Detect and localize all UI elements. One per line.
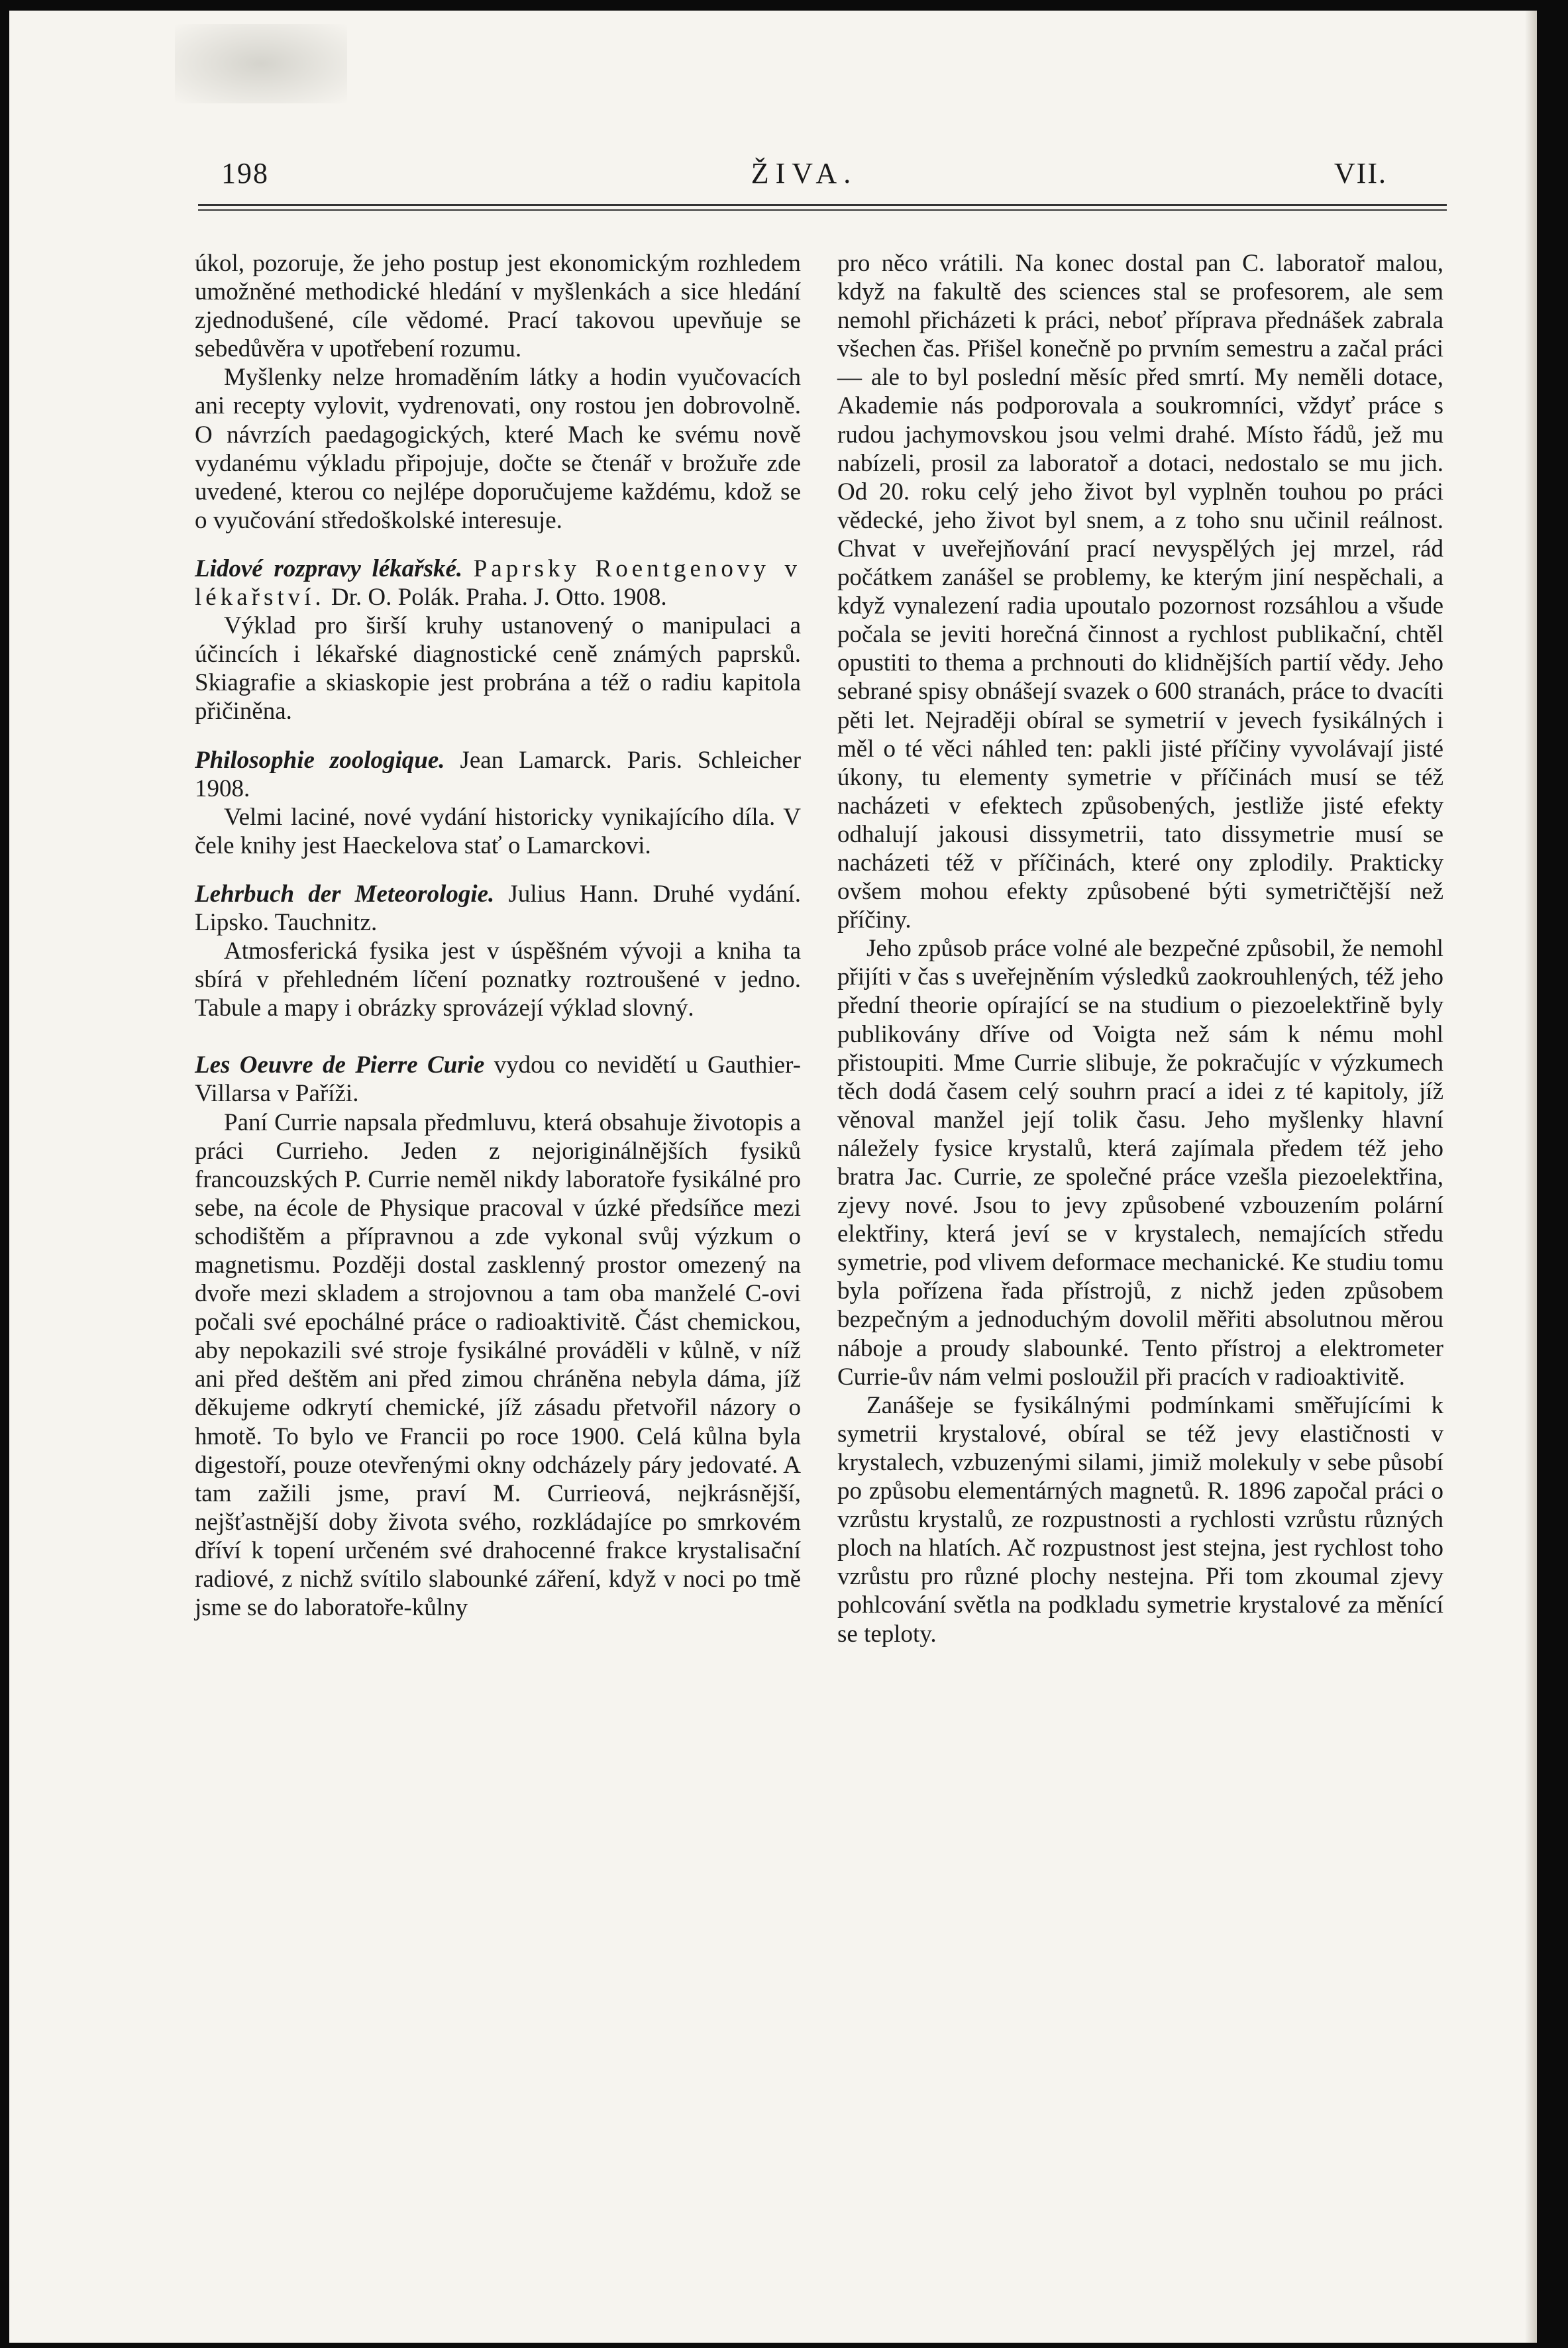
left-column [195,249,801,1622]
book-publisher: Druhé vydání. Lipsko. Tauchnitz. [195,880,802,936]
spacer [195,1022,801,1051]
paragraph: Výklad pro širší kruhy ustanovený o manipulaci a účincích i lékařské diagnostické ceně známých paprsků. Skiagrafie a skiaskopie jest probrána a též o radiu kapitola přičiněna. [195,612,801,725]
book-publisher: Paris. Schleicher 1908. [195,746,802,802]
review-entry [195,746,801,803]
volume-number: VII. [1333,157,1387,189]
review-entry [195,880,801,937]
paper-stain [175,24,347,103]
page-edge-shadow [1525,11,1537,2343]
spacer [195,535,801,555]
paragraph: Velmi laciné, nové vydání historicky vynikajícího díla. V čele knihy jest Haeckelova stať o Lamarckovi. [195,803,801,859]
book-title: Les Oeuvre de Pierre Curie [195,1051,485,1079]
right-column [837,249,1443,1648]
book-author: Jean Lamarck. [460,746,612,774]
paragraph: Jeho způsob práce volné ale bezpečné způsobil, že nemohl přijíti v čas s uveřejněním výsledků zaokrouhlených, též jeho přední theorie opírající se na studium o piezoelektřině byly publikovány dříve od Voigta než sám k nému mohl přistoupiti. Mme Currie slibuje, že pokračujíc v výzkumech těch dodá časem celý souhrn prací a idei z té kapitoly, jíž věnoval manžel její tolik času. Jeho myšlenky hlavní náležely fysice krystalů, která zajímala předem též jeho bratra Jac. Currie, ze společné práce vzešla piezoelektřina, zjevy nové. Jsou to jevy způsobené vzbouzením polární elektřiny, která jeví se v krystalech, nemajících středu symetrie, pod vlivem deformace mechanické. Ke studiu tomu byla pořízena řada přístrojů, z nichž jeden způsobem bezpečným a jednoduchým dovolil měřiti absolutnou měrou náboje a proudy slabounké. Tento přístroj a elektrometer Currie-ův nám velmi posloužil při pracích v radioaktivitě. [837,935,1443,1391]
journal-title: ŽIVA. [751,157,858,189]
page-number: 198 [221,157,269,189]
paragraph: úkol, pozoruje, že jeho postup jest ekonomickým rozhledem umožněné methodické hledání v myšlenkách a sice hledání zjednodušené, cíle vědomé. Prací takovou upevňuje se sebedůvěra v upotřebení rozumu. [195,250,801,363]
spacer [195,726,801,746]
spacer [195,860,801,880]
page [9,11,1537,2343]
book-publisher: Dr. O. Polák. Praha. J. Otto. 1908. [331,584,667,612]
book-author: Julius Hann. [508,880,639,908]
paragraph: Atmosferická fysika jest v úspěšném vývoji a kniha ta sbírá v přehledném líčení poznatky roztroušené v jedno. Tabule a mapy i obrázky sprovázejí výklad slovný. [195,937,801,1022]
book-title: Philosophie zoologique. [195,746,445,774]
header-rule-thin [198,209,1447,211]
book-title: Lehrbuch der Meteorologie. [195,880,495,908]
book-title: Lidové rozpravy lékařské. [195,555,463,582]
running-header [195,156,1414,203]
book-author: Paprsky Roentgenovy v lékařství. [195,555,801,612]
review-entry [195,555,801,612]
paragraph: Paní Currie napsala předmluvu, která obsahuje životopis a práci Currieho. Jeden z nejoriginálnějších fysiků francouzských P. Currie neměl nikdy laboratoře fysikálné pro sebe, na école de Physique pracoval v úzké předsíňce mezi schodištěm a přípravnou a zde vykonal svůj výzkum o magnetismu. Později dostal zasklenný prostor omezený na dvoře mezi skladem a strojovnou a tam oba manželé C-ovi počali své epochálné práce o radioaktivitě. Část chemickou, aby nepokazili své stroje fysikálné prováděli v kůlně, v níž ani před deštěm ani před zimou chráněna nebyla dáma, jíž děkujeme odkrytí chemické, jíž zásadu přetvořil názory o hmotě. To bylo ve Francii po roce 1900. Celá kůlna byla digestoří, pouze otevřenými okny odcházely páry jedovaté. A tam zažili jsme, praví M. Currieová, nejkrásnější, nejšťastnější doby života svého, rozkládajíce po smrkovém dříví k topení určeném své drahocenné frakce krystalisační radiové, z nichž svítilo slabounké záření, když v noci po tmě jsme se do laboratoře-kůlny [195,1108,801,1622]
paragraph: Myšlenky nelze hromaděním látky a hodin vyučovacích ani recepty vylovit, vydrenovati, ony rostou jen dobrovolně. O návrzích paedagogických, které Mach ke svému nově vydanému výkladu připojuje, dočte se čtenář v brožuře zde uvedené, kterou co nejlépe doporučujeme každému, kdož se o vyučování středoškolské interesuje. [195,364,801,534]
header-rule [198,204,1447,206]
review-entry [195,1051,801,1108]
book-author: vydou co nevidětí u Gauthier-Villarsa v Paříži. [195,1051,801,1108]
paragraph: Zanášeje se fysikálnými podmínkami směřujícími k symetrii krystalové, obíral se též jevy elastičnosti v krystalech, vzbuzenými silami, jimiž molekuly v sebe působí po způsobu elementárných magnetů. R. 1896 započal práci o vzrůstu krystalů, ze rozpustnosti a rychlosti vzrůstu různých ploch na hlatích. Ač rozpustnost jest stejna, jest rychlost toho vzrůstu pro různé plochy nestejna. Při tom zkoumal zjevy pohlcování světla na podkladu symetrie krystalové za měnící se teploty. [837,1391,1443,1648]
paragraph: pro něco vrátili. Na konec dostal pan C. laboratoř malou, když na fakultě des sciences stal se profesorem, ale sem nemohl přicházeti k práci, neboť příprava přednášek zabrala všechen čas. Přišel konečně po prvním semestru a začal práci — ale to byl poslední měsíc před smrtí. My neměli dotace, Akademie nás podporovala a soukromníci, vždyť práce s rudou jachymovskou jsou velmi drahé. Místo řádů, jež mu nabízeli, prosil za laboratoř a dotaci, nedostalo se mu jich. Od 20. roku celý jeho život byl vyplněn touhou po práci vědecké, jeho život byl snem, a z toho snu učinil reálnost. Chvat v uveřejňování prací nevyspělých jej mrzel, rád počátkem zanášel se problemy, ke kterým jiní nespěchali, a když vynalezení radia upoutalo pozornost rozsáhlou a všude počala se jeviti horečná činnost a rychlost publikační, chtěl opustiti to themа a prchnouti do klidnějších partií vědy. Jeho sebrané spisy obnášejí svazek o 600 stranách, práce to dvacíti pěti let. Nejraději obíral se symetrií v jevech fysikálných i měl o té věci náhled ten: pakli jisté příčiny vyvolávají jisté úkony, tu elementy symetrie v příčinách musí se též nacházeti v efektech způsobených, jestliže jisté efekty odhalují jakousi dissymetrii, tato dissymetrie musí se nacházeti též v příčinách, které ony zplodily. Prakticky ovšem mohou efekty způsobené býti symetričtější než příčiny. [837,250,1443,934]
